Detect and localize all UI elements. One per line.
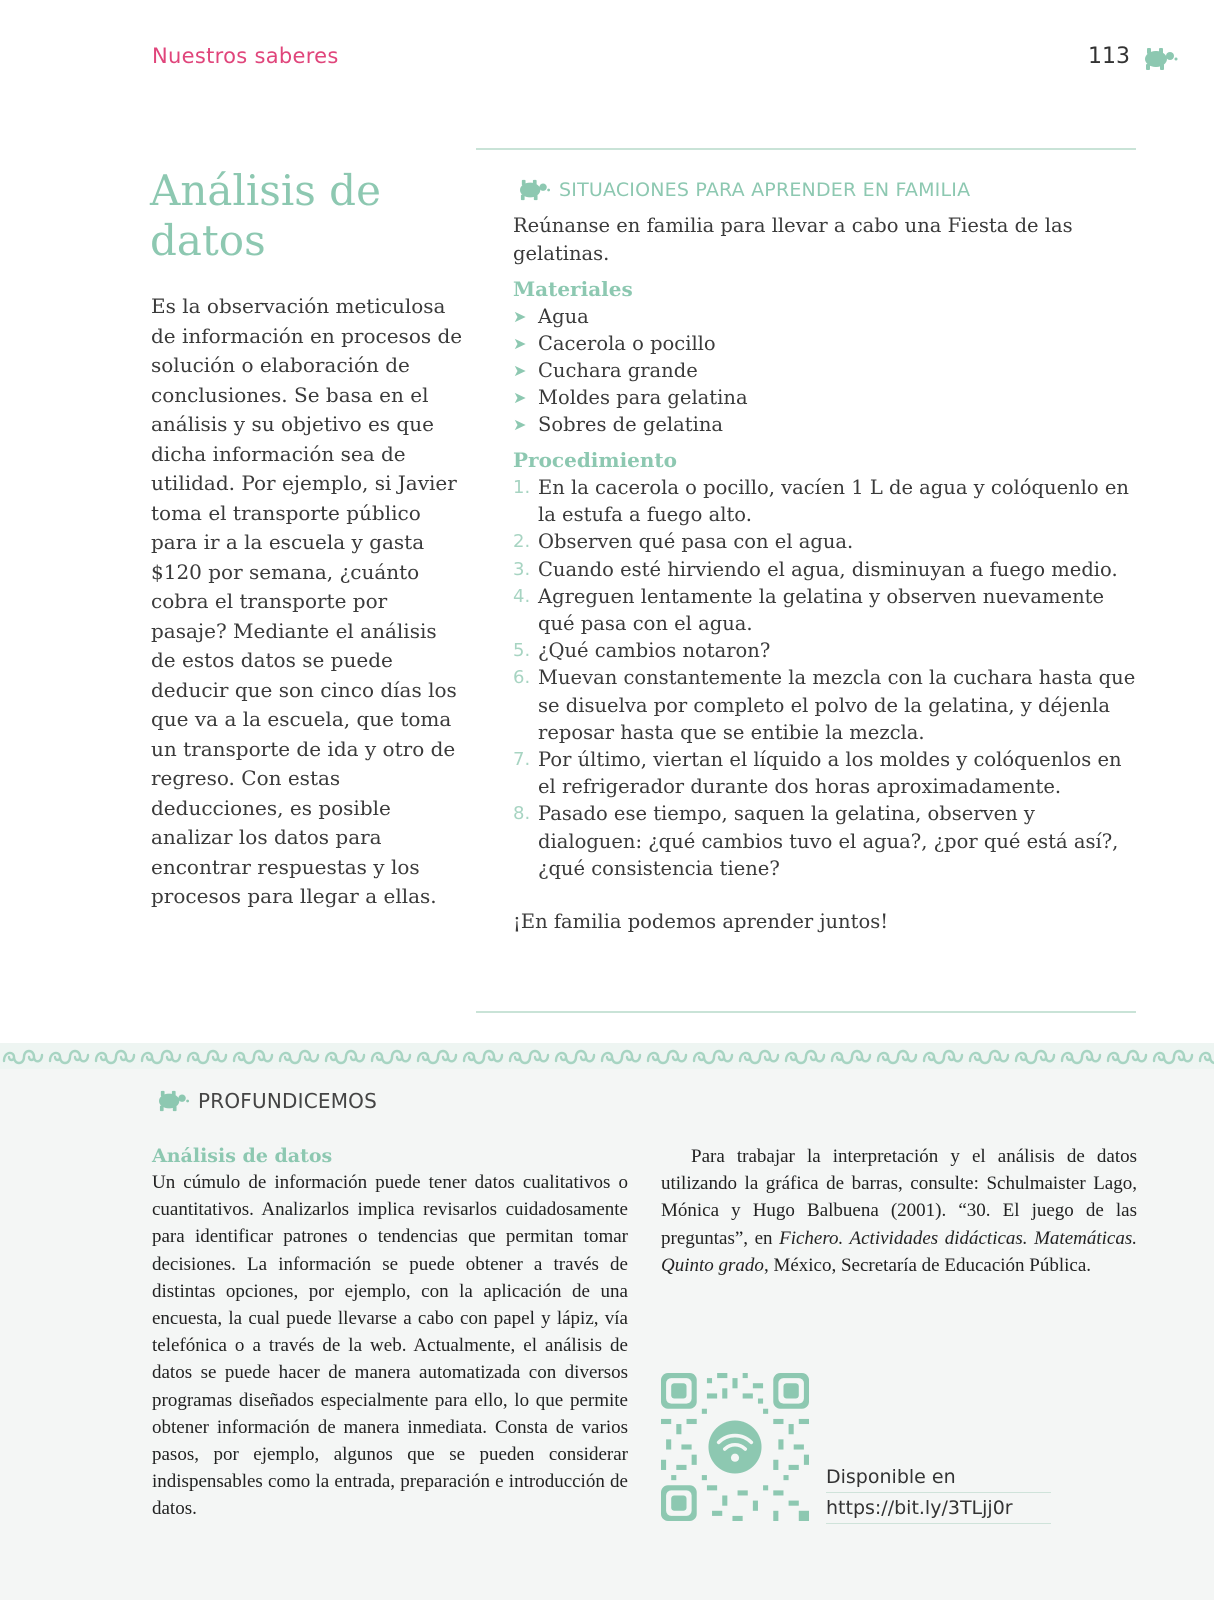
list-item: ➤ Cuchara grande <box>513 359 698 382</box>
family-closing: ¡En familia podemos aprender juntos! <box>513 910 889 934</box>
qr-link[interactable]: https://bit.ly/3TLjj0r <box>826 1493 1051 1524</box>
page-number: 113 <box>1088 44 1130 69</box>
deepen-header <box>152 1089 377 1113</box>
materials-heading: Materiales <box>513 277 633 301</box>
chevron-right-icon: ➤ <box>513 334 527 353</box>
list-item: 5. ¿Qué cambios notaron? <box>513 639 771 663</box>
box-top-rule <box>476 148 1136 150</box>
available-label: Disponible en <box>826 1462 1051 1493</box>
chevron-right-icon: ➤ <box>513 415 527 434</box>
list-item: 7. Por último, viertan el líquido a los moldes y colóquenlos en el refrigerador durante dos horas aproximadamente. <box>513 748 1122 799</box>
reference-paragraph: Para trabajar la interpretación y el análisis de datos utilizando la gráfica de barras, consulte: Schulmaister Lago, Mónica y Hugo Balbuena (2001). “30. El juego de las preguntas”, en Fichero. Actividades didácticas. Matemáticas. Quinto grado, México, Secretaría de Educación Pública. <box>661 1146 1138 1276</box>
procedure-list <box>513 474 1138 882</box>
list-item: ➤ Sobres de gelatina <box>513 413 724 436</box>
title-line-1: Análisis de <box>150 166 381 215</box>
qr-code[interactable] <box>661 1373 809 1521</box>
materials-list <box>513 303 1138 438</box>
definition-paragraph: Es la observación meticulosa de información en procesos de solución o elaboración de conclusiones. Se basa en el análisis y su objetivo es que dicha información sea de utilidad. Por ejemplo, si Javier toma el transporte público para ir a la escuela y gasta $120 por semana, ¿cuánto cobra el transporte por pasaje? Mediante el análisis de estos datos se puede deducir que son cinco días los que va a la escuela, que toma un transporte de ida y otro de regreso. Con estas deducciones, es posible analizar los datos para encontrar respuestas y los procesos para llegar a ellas. <box>151 294 463 908</box>
family-activity-box <box>513 178 1138 935</box>
list-item: 1. En la cacerola o pocillo, vacíen 1 L de agua y colóquenlo en la estufa a fuego alto. <box>513 476 1129 527</box>
family-box-header <box>513 178 1138 202</box>
chevron-right-icon: ➤ <box>513 361 527 380</box>
family-intro: Reúnanse en familia para llevar a cabo una Fiesta de las gelatinas. <box>513 214 1073 265</box>
deepen-left-paragraph: Un cúmulo de información puede tener datos cualitativos o cuantitativos. Analizarlos implica revisarlos cuidadosamente para identificar patrones o tendencias que permitan tomar decisiones. La información se puede obtener a través de distintas opciones, por ejemplo, con la aplicación de una encuesta, la cual puede llevarse a cabo con papel y lápiz, vía telefónica o a través de la web. Actualmente, el análisis de datos se puede hacer de manera automatizada con diversos programas diseñados especialmente para ello, lo que permite obtener información de manera inmediata. Consta de varios pasos, por ejemplo, algunos que se pueden considerar indispensables como la entrada, preparación e introducción de datos. <box>152 1172 628 1520</box>
list-item: 3. Cuando esté hirviendo el agua, disminuyan a fuego medio. <box>513 557 1118 581</box>
list-item: 8. Pasado ese tiempo, saquen la gelatina, observen y dialoguen: ¿qué cambios tuvo el agua?, ¿por qué está así?, ¿qué consistencia tiene? <box>513 802 1119 880</box>
turtle-glyph-icon <box>152 1089 190 1113</box>
qr-caption <box>826 1462 1051 1524</box>
chevron-right-icon: ➤ <box>513 307 527 326</box>
deepen-left-column <box>152 1143 628 1523</box>
deepen-title: PROFUNDICEMOS <box>198 1089 377 1113</box>
turtle-glyph-icon <box>513 178 551 202</box>
running-head: Nuestros saberes <box>152 44 339 68</box>
turtle-glyph-icon <box>1138 46 1178 72</box>
list-item: 4. Agreguen lentamente la gelatina y observen nuevamente qué pasa con el agua. <box>513 584 1105 636</box>
list-item: ➤ Moldes para gelatina <box>513 386 748 409</box>
title-line-2: datos <box>150 216 266 265</box>
deepen-right-column <box>661 1143 1137 1279</box>
page-title <box>150 166 450 266</box>
list-item: ➤ Cacerola o pocillo <box>513 332 716 355</box>
chevron-right-icon: ➤ <box>513 388 527 407</box>
deepen-subtitle: Análisis de datos <box>152 1145 333 1167</box>
procedure-heading: Procedimiento <box>513 448 678 472</box>
box-bottom-rule <box>476 1011 1136 1013</box>
list-item: ➤ Agua <box>513 305 589 328</box>
family-box-title: SITUACIONES PARA APRENDER EN FAMILIA <box>559 179 971 201</box>
decorative-border <box>0 1043 1214 1069</box>
list-item: 6. Muevan constantemente la mezcla con la cuchara hasta que se disuelva por completo el polvo de la gelatina, y déjenla reposar hasta que se entibie la mezcla. <box>513 666 1136 744</box>
list-item: 2. Observen qué pasa con el agua. <box>513 530 854 554</box>
